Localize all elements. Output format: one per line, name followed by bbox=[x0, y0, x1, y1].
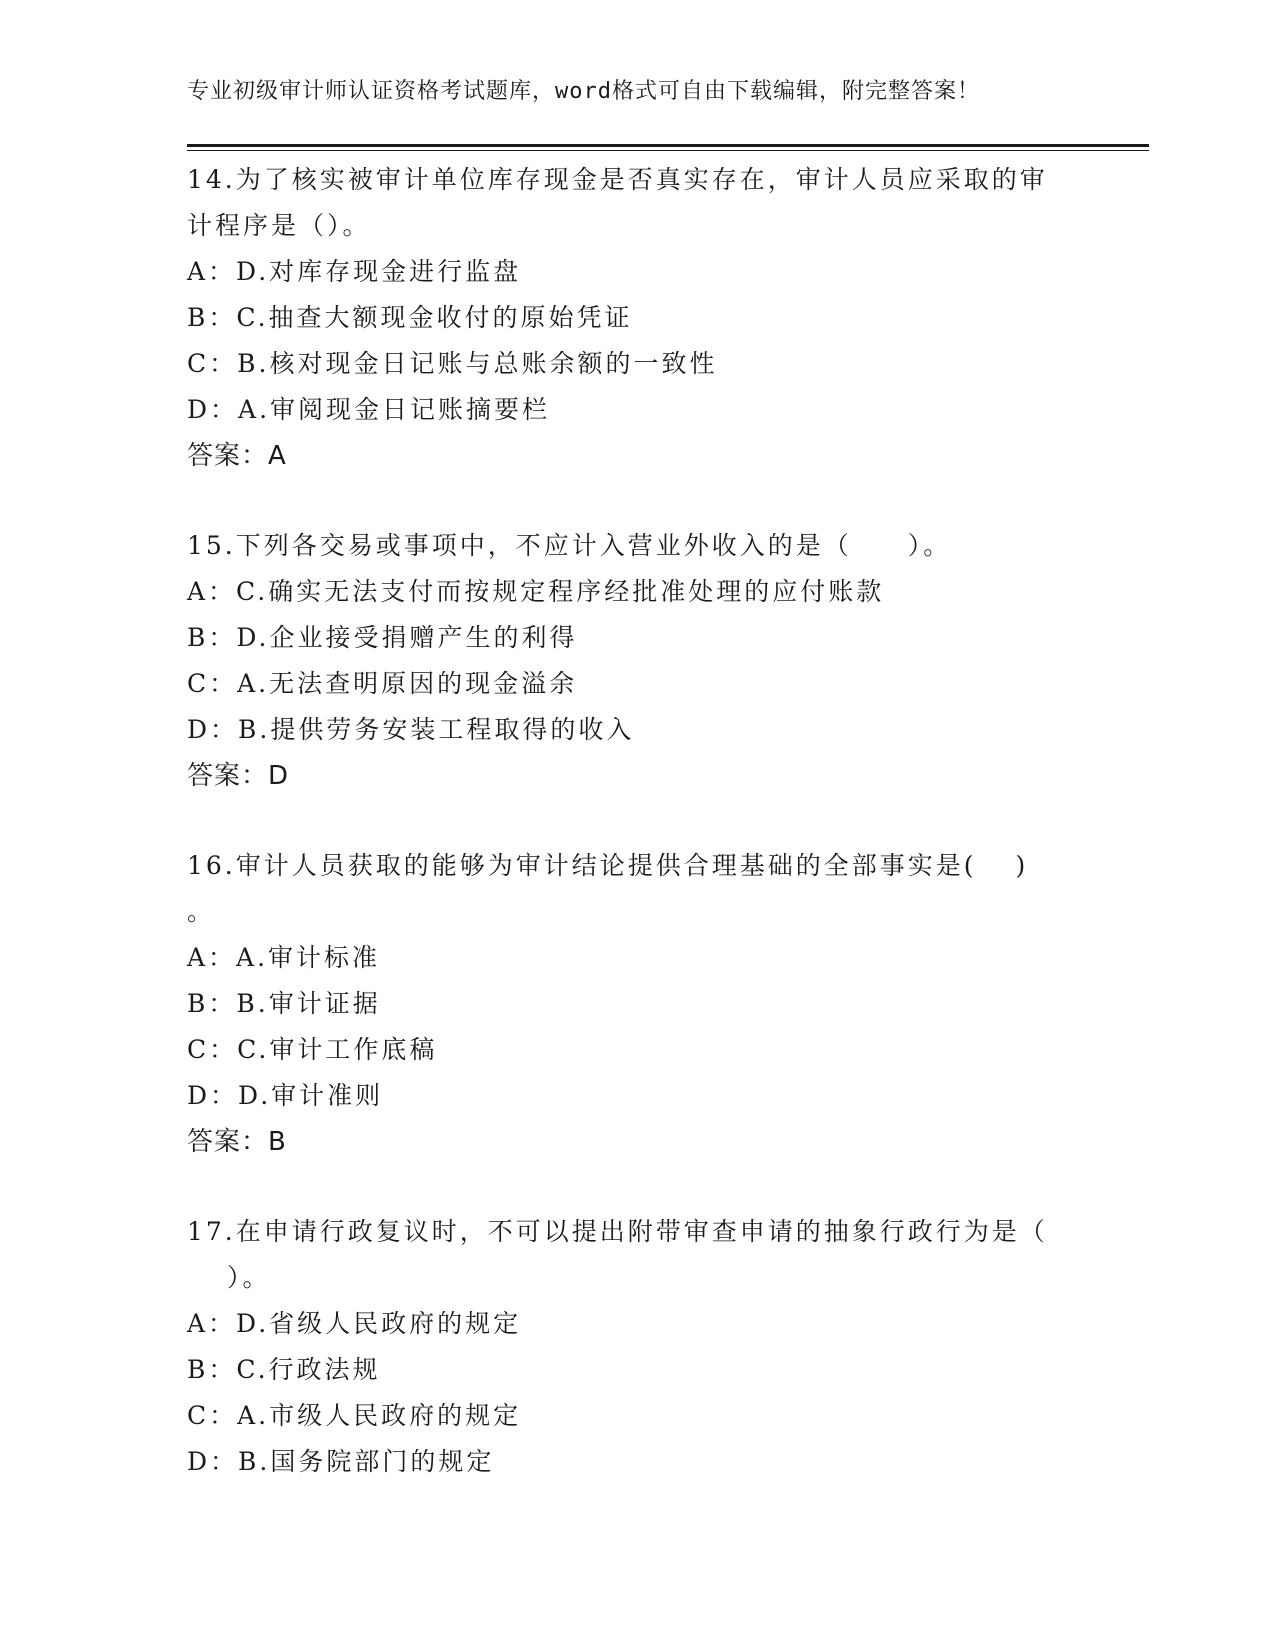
option-a: A：A.审计标准 bbox=[187, 943, 381, 972]
option-c: C：A.无法查明原因的现金溢余 bbox=[187, 669, 578, 698]
option-a: A：C.确实无法支付而按规定程序经批准处理的应付账款 bbox=[187, 577, 885, 606]
question-16 bbox=[187, 843, 1087, 1165]
option-b: B：C.行政法规 bbox=[187, 1355, 381, 1384]
option-d: D：A.审阅现金日记账摘要栏 bbox=[187, 395, 551, 424]
question-stem-continued: 。 bbox=[187, 897, 216, 926]
question-stem: 17.在申请行政复议时，不可以提出附带审查申请的抽象行政行为是（ bbox=[187, 1217, 1048, 1246]
question-stem: 16.审计人员获取的能够为审计结论提供合理基础的全部事实是( ) bbox=[187, 851, 1029, 880]
header-rule-thin bbox=[187, 150, 1149, 151]
question-list bbox=[187, 157, 1087, 1529]
question-stem: 14.为了核实被审计单位库存现金是否真实存在，审计人员应采取的审 bbox=[187, 165, 1048, 194]
option-d: D：B.国务院部门的规定 bbox=[187, 1447, 495, 1476]
option-d: D：D.审计准则 bbox=[187, 1081, 384, 1110]
answer-line: 答案：A bbox=[187, 441, 287, 471]
option-b: B：D.企业接受捐赠产生的利得 bbox=[187, 623, 578, 652]
option-c: C：C.审计工作底稿 bbox=[187, 1035, 438, 1064]
option-c: C：B.核对现金日记账与总账余额的一致性 bbox=[187, 349, 718, 378]
option-b: B：B.审计证据 bbox=[187, 989, 381, 1018]
header-rule-thick bbox=[187, 144, 1149, 147]
question-stem-continued: 计程序是（）。 bbox=[187, 211, 371, 240]
question-stem: 15.下列各交易或事项中，不应计入营业外收入的是（ ）。 bbox=[187, 531, 952, 560]
option-d: D：B.提供劳务安装工程取得的收入 bbox=[187, 715, 635, 744]
question-17 bbox=[187, 1209, 1087, 1485]
option-a: A：D.对库存现金进行监盘 bbox=[187, 257, 522, 286]
document-header: 专业初级审计师认证资格考试题库，word格式可自由下载编辑，附完整答案！ bbox=[187, 79, 980, 104]
question-stem-continued: ）。 bbox=[227, 1263, 271, 1292]
question-15 bbox=[187, 523, 1087, 799]
question-14 bbox=[187, 157, 1087, 479]
answer-line: 答案：D bbox=[187, 761, 290, 791]
option-a: A：D.省级人民政府的规定 bbox=[187, 1309, 522, 1338]
answer-line: 答案：B bbox=[187, 1127, 287, 1157]
option-c: C：A.市级人民政府的规定 bbox=[187, 1401, 522, 1430]
option-b: B：C.抽查大额现金收付的原始凭证 bbox=[187, 303, 633, 332]
